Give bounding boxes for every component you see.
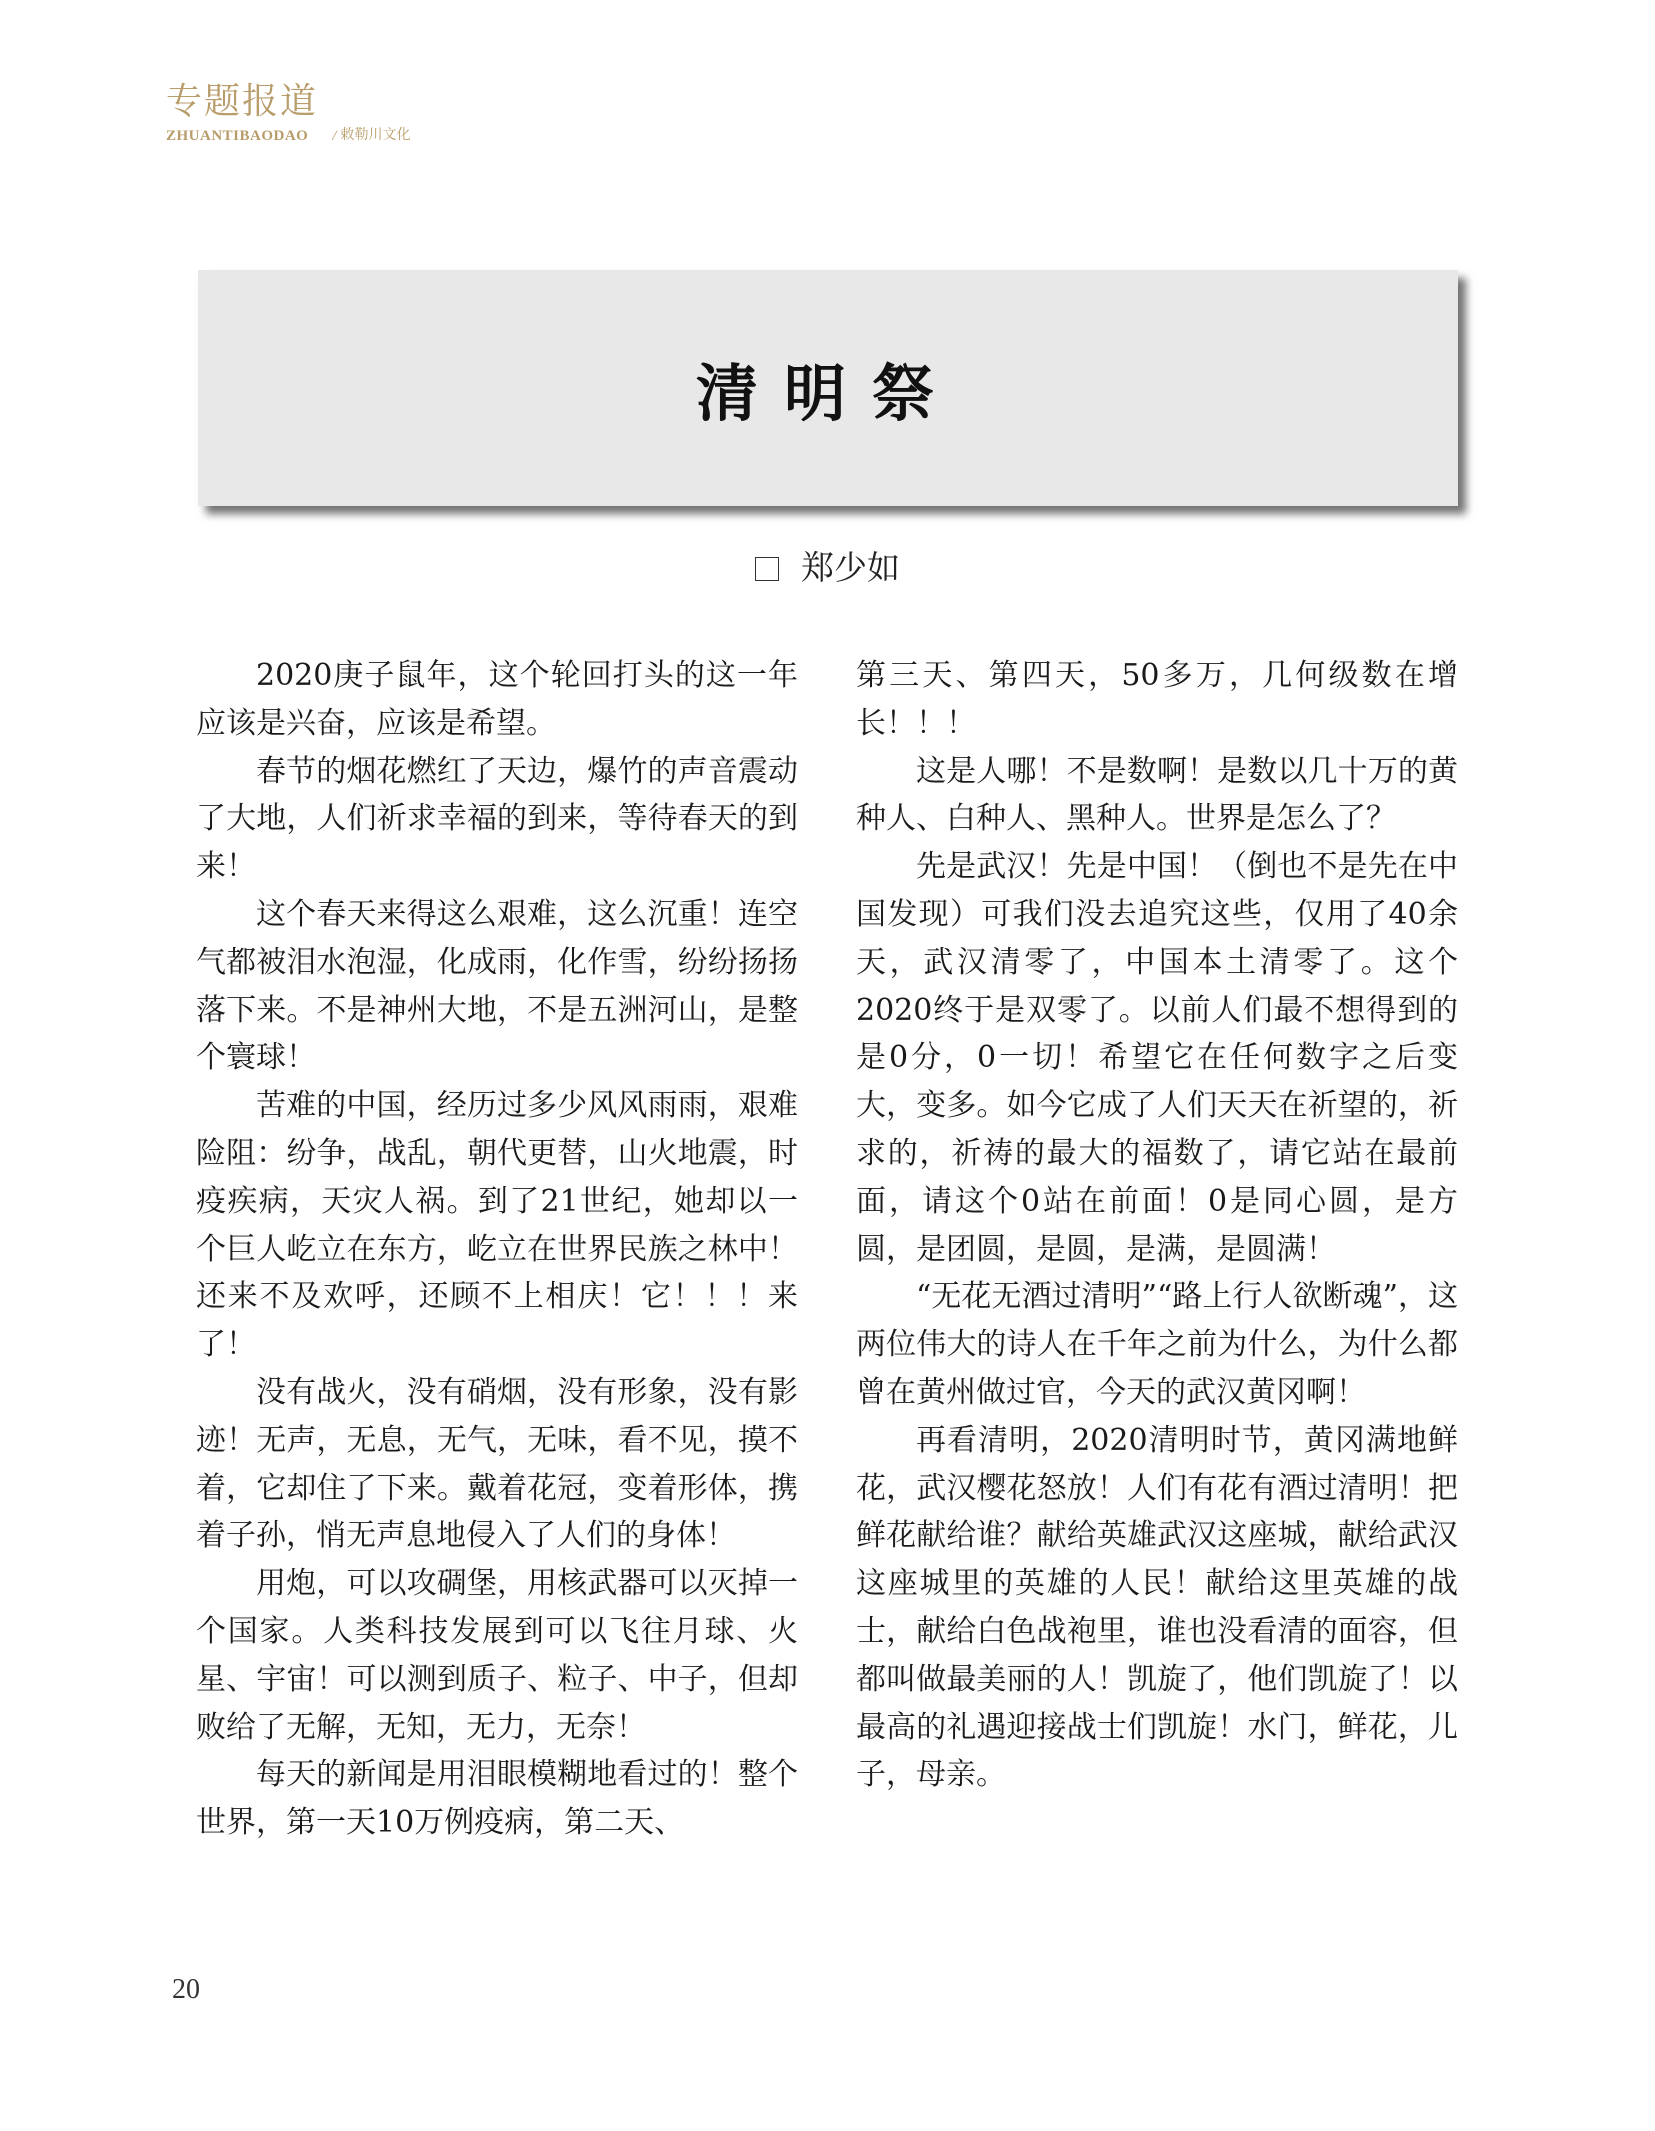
right-column bbox=[856, 652, 1458, 1799]
section-subtitle bbox=[166, 126, 766, 146]
paragraph: 每天的新闻是用泪眼模糊地看过的！整个世界，第一天10万例疫病，第二天、 bbox=[196, 1757, 798, 1841]
page-number: 20 bbox=[172, 1974, 200, 2005]
paragraph: 没有战火，没有硝烟，没有形象，没有影迹！无声，无息，无气，无味，看不见，摸不着，它却住了下来。戴着花冠，变着形体，携着子孙，悄无声息地侵入了人们的身体！ bbox=[196, 1374, 798, 1554]
paragraph: 春节的烟花燃红了天边，爆竹的声音震动了大地，人们祈求幸福的到来，等待春天的到来！ bbox=[196, 753, 798, 885]
paragraph: 苦难的中国，经历过多少风风雨雨，艰难险阻：纷争，战乱，朝代更替，山火地震，时疫疾病，天灾人祸。到了21世纪，她却以一个巨人屹立在东方，屹立在世界民族之林中！还来不及欢呼，还顾不上相庆！它！！！来了！ bbox=[196, 1088, 798, 1363]
paragraph: 再看清明，2020清明时节，黄冈满地鲜花，武汉樱花怒放！人们有花有酒过清明！把鲜花献给谁？献给英雄武汉这座城，献给武汉这座城里的英雄的人民！献给这里英雄的战士，献给白色战袍里，谁也没看清的面容，但都叫做最美丽的人！凯旋了，他们凯旋了！以最高的礼遇迎接战士们凯旋！水门，鲜花，儿子，母亲。 bbox=[856, 1422, 1458, 1793]
author-name: 郑少如 bbox=[801, 548, 900, 587]
column-name: 敕勒川文化 bbox=[340, 128, 411, 143]
article-title: 清明祭 bbox=[695, 356, 960, 430]
paragraph: “无花无酒过清明”“路上行人欲断魂”，这两位伟大的诗人在千年之前为什么，为什么都曾在黄州做过官，今天的武汉黄冈啊！ bbox=[856, 1279, 1458, 1410]
author-byline bbox=[0, 548, 1655, 588]
paragraph: 这是人哪！不是数啊！是数以几十万的黄种人、白种人、黑种人。世界是怎么了？ bbox=[856, 753, 1458, 837]
paragraph: 先是武汉！先是中国！（倒也不是先在中国发现）可我们没去追究这些，仅用了40余天，武汉清零了，中国本土清零了。这个2020终于是双零了。以前人们最不想得到的是0分，0一切！希望它在任何数字之后变大，变多。如今它成了人们天天在祈望的，祈求的，祈祷的最大的福数了，请它站在最前面，请这个0站在前面！0是同心圆，是方圆，是团圆，是圆，是满，是圆满！ bbox=[856, 849, 1458, 1267]
section-header bbox=[166, 80, 766, 160]
paragraph: 用炮，可以攻碉堡，用核武器可以灭掉一个国家。人类科技发展到可以飞往月球、火星、宇宙！可以测到质子、粒子、中子，但却败给了无解，无知，无力，无奈！ bbox=[196, 1566, 798, 1745]
author-box-icon bbox=[755, 557, 779, 581]
left-column bbox=[196, 652, 798, 1847]
article-title-box bbox=[198, 270, 1458, 506]
section-slash: / bbox=[332, 128, 337, 144]
paragraph: 2020庚子鼠年，这个轮回打头的这一年应该是兴奋，应该是希望。 bbox=[196, 658, 798, 741]
paragraph: 这个春天来得这么艰难，这么沉重！连空气都被泪水泡湿，化成雨，化作雪，纷纷扬扬落下来。不是神州大地，不是五洲河山，是整个寰球！ bbox=[196, 896, 798, 1076]
section-title: 专题报道 bbox=[166, 81, 319, 122]
section-pinyin: ZHUANTIBAODAO bbox=[166, 128, 309, 144]
paragraph-continuation: 第三天、第四天，50多万，几何级数在增长！！！ bbox=[856, 658, 1458, 741]
